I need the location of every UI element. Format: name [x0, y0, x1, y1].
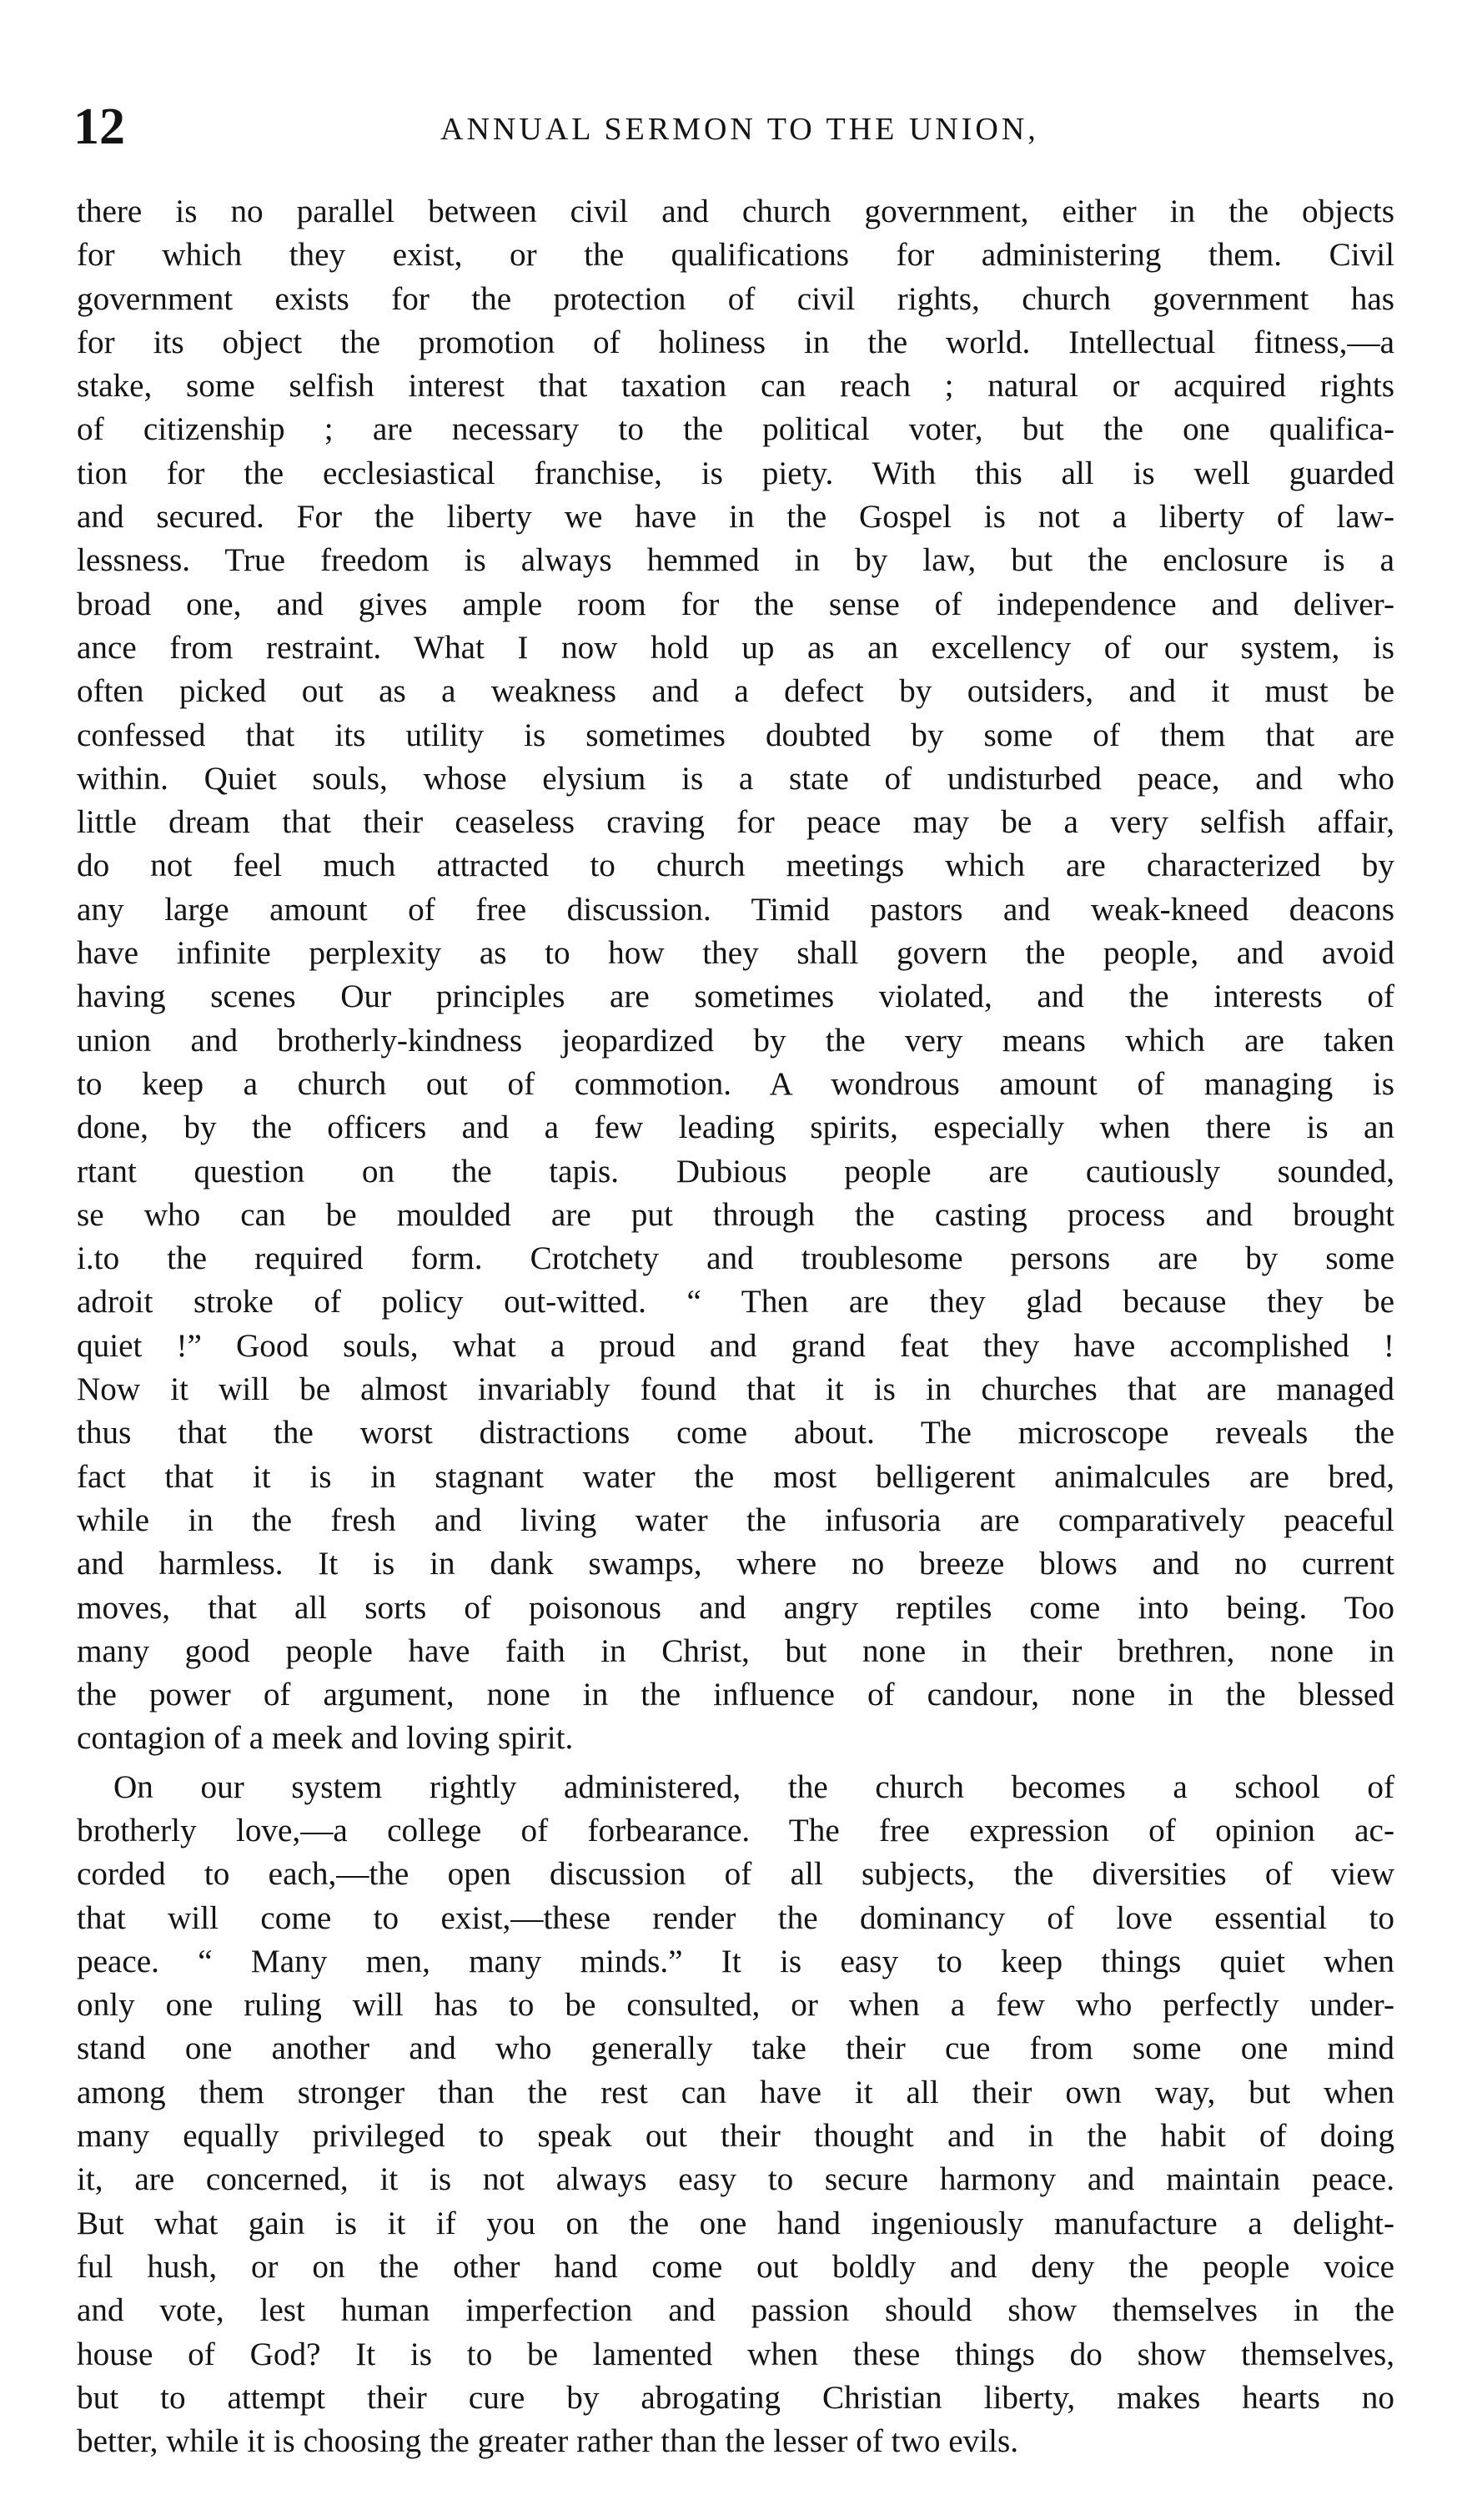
text-line: lessness. True freedom is always hemmed in by law, but the enclosure is a	[77, 542, 1394, 579]
text-line: corded to each,—the open discussion of all subjects, the diversities of view	[77, 1856, 1394, 1893]
text-line: have infinite perplexity as to how they shall govern the people, and avoid	[77, 935, 1394, 972]
text-line: Now it will be almost invariably found that it is in churches that are managed	[77, 1371, 1394, 1408]
text-line: brotherly love,—a college of forbearance. The free expression of opinion ac-	[77, 1812, 1394, 1849]
text-line: for which they exist, or the qualifications for administering them. Civil	[77, 237, 1394, 274]
text-line: contagion of a meek and loving spirit.	[77, 1720, 574, 1757]
text-line: but to attempt their cure by abrogating Christian liberty, makes hearts no	[77, 2379, 1394, 2416]
text-line: and vote, lest human imperfection and passion should show themselves in the	[77, 2292, 1394, 2329]
text-line: the power of argument, none in the influence of candour, none in the blessed	[77, 1677, 1394, 1713]
text-line: of citizenship ; are necessary to the political voter, but the one qualifica-	[77, 411, 1394, 448]
text-line: any large amount of free discussion. Timid pastors and weak-kneed deacons	[77, 891, 1394, 928]
text-line: and secured. For the liberty we have in the Gospel is not a liberty of law-	[77, 499, 1394, 536]
text-line: adroit stroke of policy out-witted. “ Then are they glad because they be	[77, 1284, 1394, 1320]
running-title: ANNUAL SERMON TO THE UNION,	[440, 112, 1039, 147]
text-line: quiet !” Good souls, what a proud and grand feat they have accomplished !	[77, 1327, 1394, 1364]
text-line: among them stronger than the rest can have it all their own way, but when	[77, 2074, 1394, 2110]
text-line: many equally privileged to speak out their thought and in the habit of doing	[77, 2118, 1394, 2155]
text-line: little dream that their ceaseless craving for peace may be a very selfish affair,	[77, 804, 1394, 841]
text-line: broad one, and gives ample room for the sense of independence and deliver-	[77, 586, 1394, 622]
text-line: it, are concerned, it is not always easy to secure harmony and maintain peace.	[77, 2161, 1394, 2198]
text-line: i.to the required form. Crotchety and troublesome persons are by some	[77, 1240, 1394, 1277]
running-head	[73, 93, 1391, 160]
text-line: having scenes Our principles are sometimes violated, and the interests of	[77, 978, 1394, 1015]
text-line: often picked out as a weakness and a defect by outsiders, and it must be	[77, 673, 1394, 710]
text-line: while in the fresh and living water the infusoria are comparatively peaceful	[77, 1501, 1394, 1538]
text-line: many good people have faith in Christ, but none in their brethren, none in	[77, 1632, 1394, 1669]
text-line: for its object the promotion of holiness in the world. Intellectual fitness,—a	[77, 324, 1394, 360]
text-line: moves, that all sorts of poisonous and angry reptiles come into being. Too	[77, 1589, 1394, 1626]
text-line: to keep a church out of commotion. A wondrous amount of managing is	[77, 1065, 1394, 1102]
text-line: stand one another and who generally take their cue from some one mind	[77, 2030, 1394, 2067]
text-line: se who can be moulded are put through the casting process and brought	[77, 1196, 1394, 1233]
text-line: union and brotherly-kindness jeopardized by the very means which are taken	[77, 1022, 1394, 1059]
text-line: government exists for the protection of civil rights, church government has	[77, 280, 1394, 317]
text-line: rtant question on the tapis. Dubious people are cautiously sounded,	[77, 1153, 1394, 1190]
text-line: that will come to exist,—these render the dominancy of love essential to	[77, 1899, 1394, 1936]
text-line: within. Quiet souls, whose elysium is a state of undisturbed peace, and who	[77, 760, 1394, 797]
text-line: thus that the worst distractions come about. The microscope reveals the	[77, 1415, 1394, 1451]
text-line: confessed that its utility is sometimes doubted by some of them that are	[77, 717, 1394, 753]
page-number: 12	[73, 98, 125, 155]
text-line: done, by the officers and a few leading spirits, especially when there is an	[77, 1109, 1394, 1146]
text-line: only one ruling will has to be consulted, or when a few who perfectly under-	[77, 1987, 1394, 2024]
text-line: But what gain is it if you on the one hand ingeniously manufacture a delight-	[77, 2205, 1394, 2241]
paragraph-1	[77, 190, 1394, 1761]
text-line: On our system rightly administered, the church becomes a school of	[113, 1768, 1394, 1805]
text-line: stake, some selfish interest that taxation can reach ; natural or acquired rights	[77, 368, 1394, 405]
text-line: fact that it is in stagnant water the most belligerent animalcules are bred,	[77, 1458, 1394, 1495]
body-text	[77, 190, 1394, 2463]
text-line: and harmless. It is in dank swamps, where no breeze blows and no current	[77, 1546, 1394, 1582]
text-line: house of God? It is to be lamented when these things do show themselves,	[77, 2336, 1394, 2372]
text-line: do not feel much attracted to church meetings which are characterized by	[77, 848, 1394, 884]
text-line: better, while it is choosing the greater rather than the lesser of two evils.	[77, 2423, 1019, 2460]
text-line: ful hush, or on the other hand come out boldly and deny the people voice	[77, 2248, 1394, 2285]
text-line: tion for the ecclesiastical franchise, is piety. With this all is well guarded	[77, 455, 1394, 491]
paragraph-2	[77, 1766, 1394, 2464]
text-line: peace. “ Many men, many minds.” It is easy to keep things quiet when	[77, 1943, 1394, 1979]
text-line: ance from restraint. What I now hold up as an excellency of our system, is	[77, 629, 1394, 666]
text-line: there is no parallel between civil and church government, either in the objects	[77, 194, 1394, 229]
